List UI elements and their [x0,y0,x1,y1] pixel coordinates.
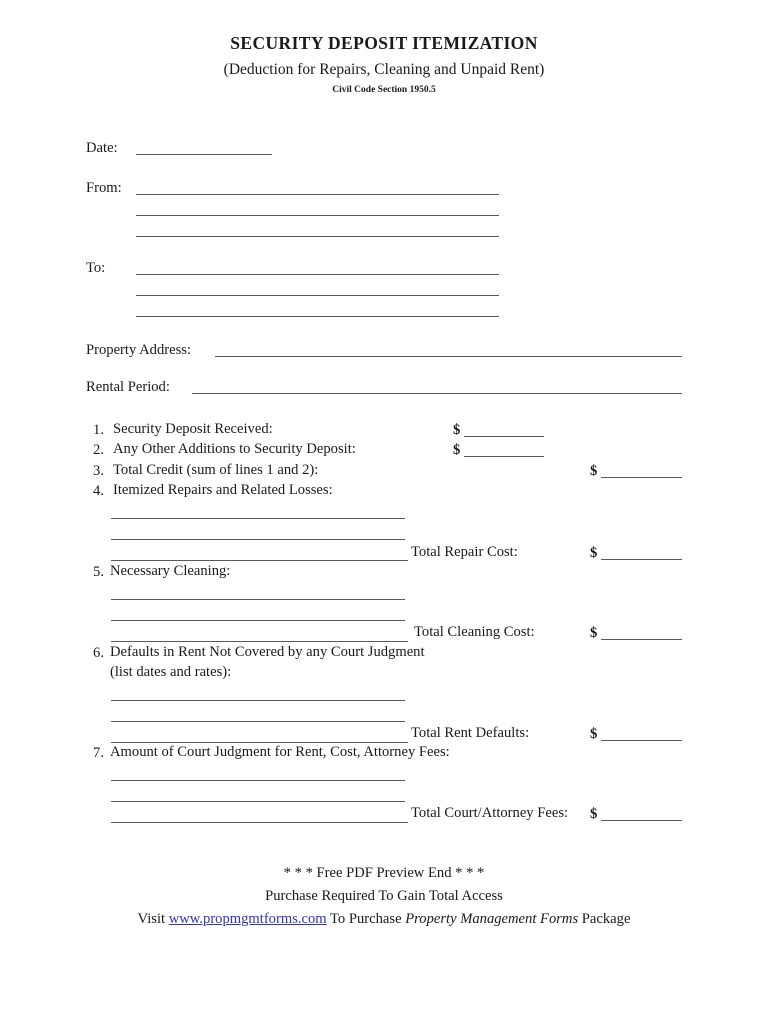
to-input-line-2[interactable] [136,295,499,296]
total-repair-cost-line[interactable] [601,559,682,560]
item-1-number: 1. [93,422,104,438]
item-6-label-line-2: (list dates and rates): [110,664,232,680]
date-input-line[interactable] [136,154,272,155]
item-5-number: 5. [93,564,104,580]
footer-visit-suffix: Package [578,911,631,927]
document-page [0,33,768,1029]
item-4-detail-line-2[interactable] [111,539,405,540]
item-4-detail-line-3[interactable] [111,560,408,561]
document-header [0,33,768,95]
item-6-detail-line-1[interactable] [111,700,405,701]
item-2-amount-line[interactable] [464,456,544,457]
footer-visit-prefix: Visit [137,911,169,927]
item-5-label: Necessary Cleaning: [110,563,231,579]
total-cleaning-cost-label: Total Cleaning Cost: [414,624,535,640]
total-repair-cost-label: Total Repair Cost: [411,544,518,560]
total-repair-cost-currency-symbol: $ [590,545,598,561]
item-7-detail-line-3[interactable] [111,822,408,823]
total-cleaning-cost-currency-symbol: $ [590,625,598,641]
total-court-attorney-fees-line[interactable] [601,820,682,821]
propmgmtforms-link[interactable]: www.propmgmtforms.com [168,911,327,927]
item-3-currency-symbol: $ [590,463,598,479]
total-court-attorney-fees-currency-symbol: $ [590,806,598,822]
property-address-input-line[interactable] [215,356,682,357]
item-7-number: 7. [93,745,104,761]
total-rent-defaults-currency-symbol: $ [590,726,598,742]
item-1-currency-symbol: $ [453,422,461,438]
footer [0,865,768,934]
item-4-label: Itemized Repairs and Related Losses: [113,482,333,498]
footer-visit-line [0,911,768,928]
property-address-label: Property Address: [86,342,191,358]
item-2-currency-symbol: $ [453,442,461,458]
footer-package-name: Property Management Forms [405,911,579,927]
to-input-line-3[interactable] [136,316,499,317]
footer-purchase-notice: Purchase Required To Gain Total Access [265,888,503,904]
item-5-detail-line-2[interactable] [111,620,405,621]
from-input-line-1[interactable] [136,194,499,195]
footer-visit-middle: To Purchase [326,911,406,927]
item-6-number: 6. [93,645,104,661]
page-title: SECURITY DEPOSIT ITEMIZATION [230,33,538,53]
legal-citation: Civil Code Section 1950.5 [332,85,436,95]
item-1-label: Security Deposit Received: [113,421,273,437]
item-7-label: Amount of Court Judgment for Rent, Cost, Attorney Fees: [110,744,450,760]
item-6-label: Defaults in Rent Not Covered by any Court Judgment [110,644,425,660]
item-6-detail-line-2[interactable] [111,721,405,722]
item-7-detail-line-2[interactable] [111,801,405,802]
item-4-number: 4. [93,483,104,499]
rental-period-input-line[interactable] [192,393,682,394]
item-6-detail-line-3[interactable] [111,742,408,743]
item-2-label: Any Other Additions to Security Deposit: [113,441,356,457]
total-rent-defaults-line[interactable] [601,740,682,741]
to-label: To: [86,260,106,276]
item-3-label: Total Credit (sum of lines 1 and 2): [113,462,319,478]
item-4-detail-line-1[interactable] [111,518,405,519]
item-3-number: 3. [93,463,104,479]
item-3-amount-line[interactable] [601,477,682,478]
footer-preview-end: * * * Free PDF Preview End * * * [283,865,485,881]
item-2-number: 2. [93,442,104,458]
page-subtitle: (Deduction for Repairs, Cleaning and Unpaid Rent) [223,61,545,78]
item-5-detail-line-1[interactable] [111,599,405,600]
from-input-line-2[interactable] [136,215,499,216]
from-label: From: [86,180,122,196]
item-1-amount-line[interactable] [464,436,544,437]
total-court-attorney-fees-label: Total Court/Attorney Fees: [411,805,569,821]
to-input-line-1[interactable] [136,274,499,275]
from-input-line-3[interactable] [136,236,499,237]
rental-period-label: Rental Period: [86,379,170,395]
item-7-detail-line-1[interactable] [111,780,405,781]
total-cleaning-cost-line[interactable] [601,639,682,640]
date-label: Date: [86,140,118,156]
item-5-detail-line-3[interactable] [111,641,408,642]
total-rent-defaults-label: Total Rent Defaults: [411,725,530,741]
